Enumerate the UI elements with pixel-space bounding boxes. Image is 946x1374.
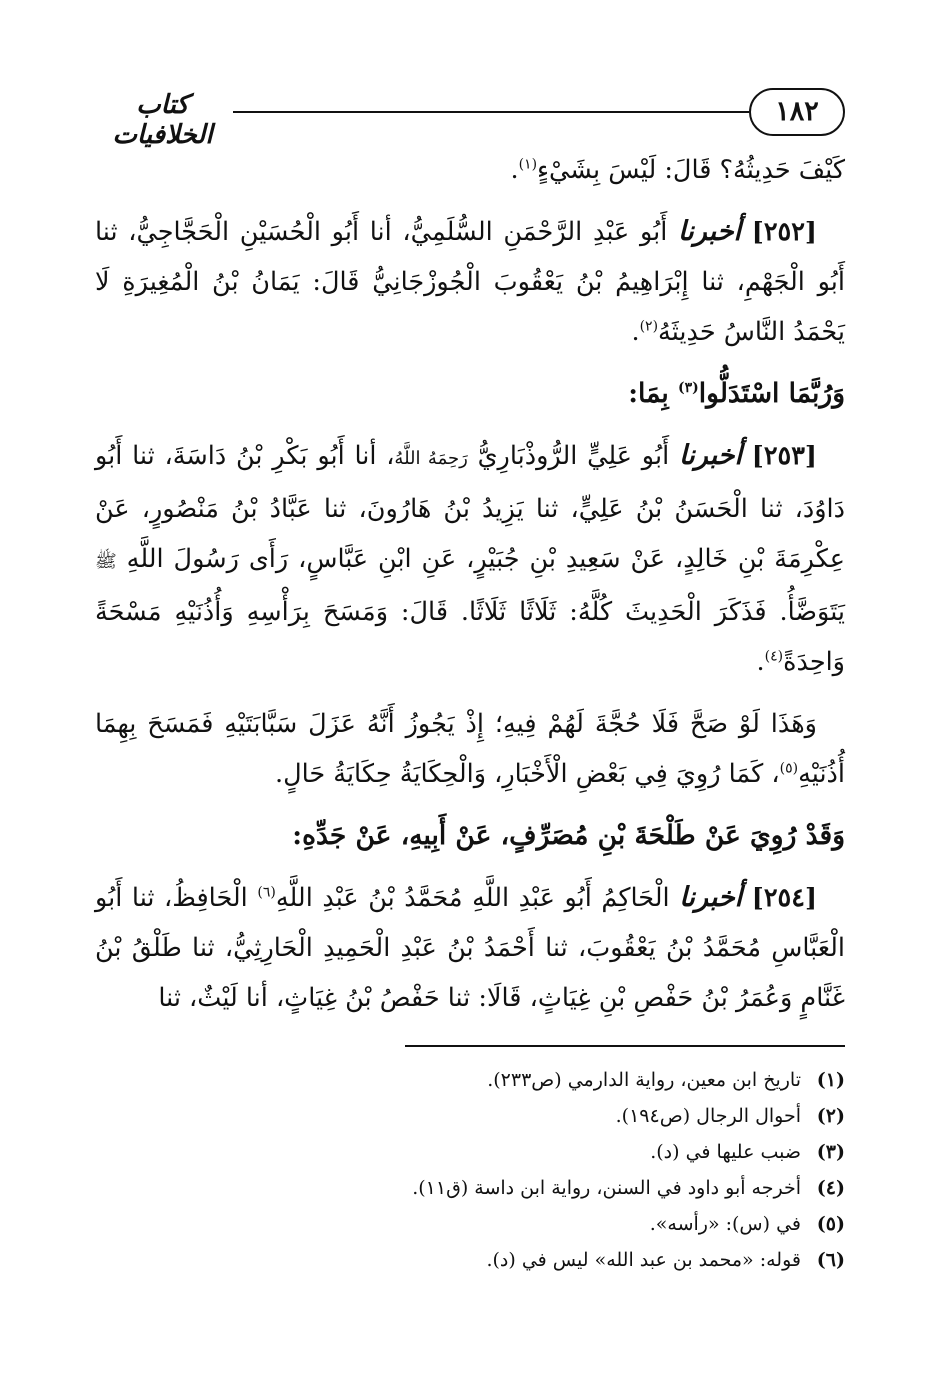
paragraph-text: ، كَمَا رُوِيَ فِي بَعْضِ الْأَخْبَارِ، وَالْحِكَايَةُ حِكَايَةُ حَالٍ.: [275, 759, 780, 789]
footnote-ref: (٥): [779, 760, 799, 777]
akhbarana-word: أخبرنا: [678, 216, 742, 247]
hadith-text: أَبُو عَلِيٍّ الرُّوذْبَارِيُّ: [477, 441, 670, 471]
section-heading: [95, 369, 845, 419]
hadith-254: [95, 873, 845, 1023]
main-text: [95, 145, 845, 1035]
footnote-ref: (٤): [764, 648, 784, 665]
hadith-text: ، أنا أَبُو بَكْرِ بْنُ دَاسَةَ، ثنا أَبُو دَاوُدَ، ثنا الْحَسَنُ بْنُ عَلِيٍّ، ثنا يَزِيدُ بْنُ هَارُونَ، ثنا عَبَّادُ بْنُ مَنْصُورٍ، عَنْ عِكْرِمَةَ بْنِ خَالِدٍ، عَنْ سَعِيدِ بْنِ جُبَيْرٍ، عَنِ ابْنِ عَبَّاسٍ، رَأَى رَسُولَ اللَّهِ: [95, 441, 845, 574]
paragraph-text: وَهَذَا لَوْ صَحَّ فَلَا حُجَّةَ لَهُمْ فِيهِ؛ إِذْ يَجُوزُ أَنَّهُ عَزَلَ سَبَّابَتَيْهِ فَمَسَحَ بِهِمَا أُذُنَيْهِ: [95, 709, 845, 789]
footnote-item: [205, 1098, 845, 1134]
footnote-item: [205, 1134, 845, 1170]
footnote-text: في (س): «رأسه».: [649, 1213, 801, 1235]
footnote-item: [205, 1206, 845, 1242]
footnote-number: (٣): [816, 1141, 845, 1163]
footnote-ref: (٣): [678, 380, 699, 397]
footnotes-list: [205, 1062, 845, 1278]
footnote-ref: (٢): [639, 318, 659, 335]
section-heading: وَقَدْ رُوِيَ عَنْ طَلْحَةَ بْنِ مُصَرِّفٍ، عَنْ أَبِيهِ، عَنْ جَدِّهِ:: [292, 820, 845, 851]
footnote-separator: [405, 1045, 845, 1047]
hadith-text: الْحَاكِمُ أَبُو عَبْدِ اللَّهِ مُحَمَّدُ بْنُ عَبْدِ اللَّهِ: [275, 883, 670, 913]
footnote-number: (٥): [816, 1213, 845, 1235]
footnote-number: (٤): [816, 1177, 845, 1199]
footnote-number: (٢): [816, 1105, 845, 1127]
akhbarana-word: أخبرنا: [678, 440, 742, 471]
punctuation: .: [510, 155, 519, 185]
footnote-text: ضبب عليها في (د).: [650, 1141, 801, 1163]
footnote-text: تاريخ ابن معين، رواية الدارمي (ص٢٣٣).: [487, 1069, 801, 1091]
salutation-glyph: ﷺ: [95, 551, 117, 572]
page-header: [95, 82, 845, 150]
paragraph-text: كَيْفَ حَدِيثُهُ؟ قَالَ: لَيْسَ بِشَيْءٍ: [537, 155, 845, 185]
footnote-text: قوله: «محمد بن عبد الله» ليس في (د).: [486, 1249, 801, 1271]
footnote-number: (١): [816, 1069, 845, 1091]
hadith-text: يَتَوَضَّأُ. فَذَكَرَ الْحَدِيثَ كُلَّهُ: ثَلَاثًا ثَلَاثًا. قَالَ: وَمَسَحَ بِرَأْسِهِ وَأُذُنَيْهِ مَسْحَةً وَاحِدَةً: [95, 597, 845, 677]
rahimahullah-glyph: رَحِمَهُ اللَّهُ: [394, 448, 468, 469]
book-title: كتاب الخلافيات: [112, 90, 213, 150]
punctuation: .: [756, 647, 765, 677]
hadith-number: [٢٥٢]: [751, 217, 817, 247]
heading-text: وَرُبَّمَا اسْتَدَلُّوا: [698, 378, 845, 409]
hadith-252: [95, 207, 845, 357]
hadith-text: الْحَافِظُ، ثنا أَبُو الْعَبَّاسِ مُحَمَّدُ بْنُ يَعْقُوبَ، ثنا أَحْمَدُ بْنُ عَبْدِ الْحَمِيدِ الْحَارِثِيُّ، ثنا طَلْقُ بْنُ غَنَّامٍ وَعُمَرُ بْنُ حَفْصِ بْنِ غِيَاثٍ، قَالَا: ثنا حَفْصُ بْنُ غِيَاثٍ، أنا لَيْثٌ، ثنا: [95, 883, 845, 1013]
footnote-ref: (١): [518, 156, 538, 173]
akhbarana-word: أخبرنا: [679, 882, 743, 913]
page-number: ١٨٢: [749, 88, 845, 136]
footnote-text: أحوال الرجال (ص١٩٤).: [615, 1105, 801, 1127]
hadith-number: [٢٥٣]: [751, 441, 817, 471]
hadith-text: أَبُو عَبْدِ الرَّحْمَنِ السُّلَمِيُّ، أنا أَبُو الْحُسَيْنِ الْحَجَّاجِيُّ، ثنا أَبُو الْجَهْمِ، ثنا إِبْرَاهِيمُ بْنُ يَعْقُوبَ الْجُوزْجَانِيُّ قَالَ: يَمَانُ بْنُ الْمُغِيرَةِ لَا يَحْمَدُ النَّاسُ حَدِيثَهُ: [95, 217, 845, 347]
hadith-253: [95, 431, 845, 687]
heading-text: بِمَا:: [628, 378, 669, 409]
hadith-number: [٢٥٤]: [751, 883, 818, 913]
footnote-ref: (٦): [257, 884, 276, 901]
footnote-item: [205, 1062, 845, 1098]
footnote-item: [205, 1170, 845, 1206]
punctuation: .: [631, 317, 640, 347]
footnote-number: (٦): [816, 1249, 845, 1271]
paragraph-continuation: [95, 145, 845, 195]
footnote-text: أخرجه أبو داود في السنن، رواية ابن داسة (ق١١).: [412, 1177, 801, 1199]
footnote-item: [205, 1242, 845, 1278]
commentary-paragraph: [95, 699, 845, 799]
header-rule: [233, 111, 749, 113]
